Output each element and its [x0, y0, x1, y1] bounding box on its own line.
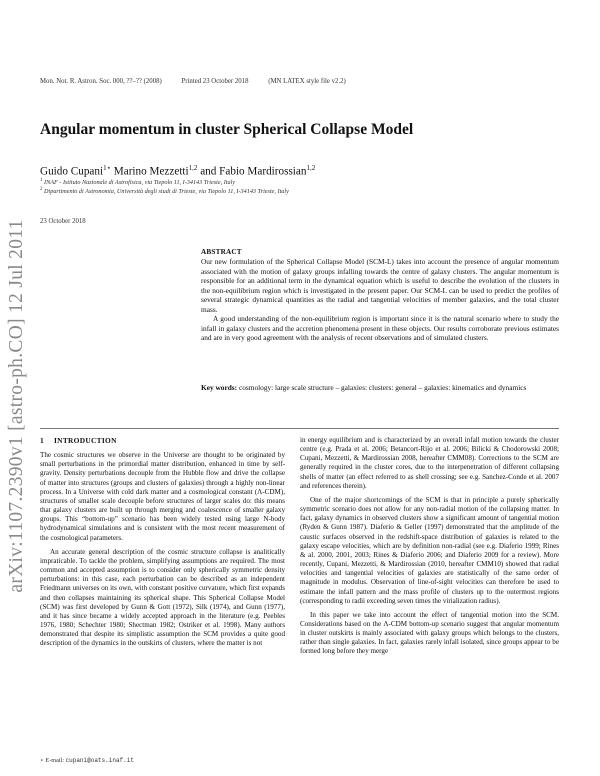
footnote-label: E-mail: — [45, 757, 64, 764]
section-title: INTRODUCTION — [54, 436, 117, 445]
author-list — [40, 164, 315, 178]
body-paragraph: An accurate general description of the cosmic structure collapse is analitically impraticable. To tackle the problem, simplifying assumptions are required. The most common and accepted assumption is to consider only spherically symmetric density perturbations: in this case, each perturbation can be described as an independent Friedmann universes on its own, with constant positive curvature, which first expands and then collapses maintaining its spherical shape. This Spherical Collapse Model (SCM) was first developed by Gunn & Gott (1972), Silk (1974), and Gunn (1977), and it has since became a widely accepted approach in the literature (e.g. Peebles 1976, 1980; Schechter 1980; Shectman 1982; Ostriker et al. 1998). Many authors demonstrated that despite its simplistic assumption the SCM provides a quite good description of the dynamics in the outskirts of clusters, where the matter is not — [40, 547, 285, 648]
section-number: 1 — [40, 436, 44, 445]
journal-header — [40, 78, 364, 85]
keywords-label: Key words: — [201, 383, 238, 392]
abstract — [201, 248, 559, 343]
author-conjunction: and — [200, 165, 217, 178]
author-name: Fabio Mardirossian — [219, 165, 307, 178]
abstract-paragraph: Our new formulation of the Spherical Collapse Model (SCM-L) takes into account the presence of angular momentum associated with the motion of galaxy groups infalling towards the centre of galaxy clusters. The angular momentum is responsible for an additional term in the dynamical equation which is useful to describe the evolution of the clusters in the non-equilibrium region which is investigated in the present paper. Our SCM-L can be used to predict the profiles of several strategic dynamical quantities as the radial and tangential velocities of member galaxies, and the total cluster mass. — [201, 257, 559, 314]
section-divider — [40, 428, 559, 429]
submission-date: 23 October 2018 — [40, 218, 86, 225]
email-link[interactable]: cupani@oats.inaf.it — [65, 757, 134, 764]
keywords-text: cosmology: large scale structure – galaxies: clusters: general – galaxies: kinematics and dynamics — [238, 383, 527, 392]
style-file: (MN LATEX style file v2.2) — [268, 78, 346, 85]
right-column — [300, 436, 559, 657]
left-column — [40, 436, 285, 648]
affiliation-text: INAF - Istituto Nazionale di Astrofisica, via Tiepolo 11, I-34143 Trieste, Italy — [44, 179, 236, 187]
footnote-mark: ⋆ — [40, 757, 44, 764]
footnote — [40, 757, 134, 764]
affiliation-text: Dipartimento di Astronomia, Università degli studi di Trieste, via Tiepolo 11, I-34143 Trieste, Italy — [44, 188, 289, 196]
paper-title: Angular momentum in cluster Spherical Collapse Model — [40, 121, 414, 138]
section-heading — [40, 436, 285, 445]
author-affiliation-mark: 1,2 — [306, 164, 316, 172]
author-affiliation-mark: 1,2 — [188, 164, 198, 172]
body-paragraph: In this paper we take into account the effect of tangential motion into the SCM. Considerations based on the Λ-CDM bottom-up scenario suggest that angular momentum in cluster outskirts is mainly associated with galaxy groups which belongs to the clusters, rather than single galaxies. In fact, galaxies rarely infall isolated, since groups appear to be formed long before they merge — [300, 610, 559, 656]
author-name: Guido Cupani — [40, 165, 104, 178]
arxiv-sidebar — [2, 206, 32, 606]
author-affiliation-mark: 1⋆ — [103, 164, 111, 172]
author-name: Marino Mezzetti — [113, 165, 189, 178]
abstract-heading: ABSTRACT — [201, 248, 242, 256]
affiliation-number: 2 — [40, 187, 43, 192]
body-paragraph: One of the major shortcomings of the SCM is that in principle a purely spherically symmetric scenario does not allow for any non-radial motion of the collapsing matter. In fact, galaxy dynamics in observed clusters show a significant amount of tangential motion (Ryden & Gunn 1987). Diaferio & Geller (1997) demonstrated that the amplitude of the caustic surfaces observed in the redshift-space distribution of galaxies is related to the galaxy escape velocities, which are by definition non-radial (see e.g. Diaferio 1999; Rines & al. 2000, 2001, 2003; Rines & Diaferio 2006; and Diaferio 2009 for a review). More recently, Cupani, Mezzetti, & Mardirossian (2010, hereafter CMM10) showed that radial velocities and tangential velocities of galaxies are statistically of the same order of magnitude in modulus. Observation of line-of-sight velocities can therefore be used to estimate the infall pattern and the mass profile of clusters up to the outermost regions (corresponding to radii exceeding seven times the virialization radius). — [300, 495, 559, 605]
affiliation-1 — [40, 178, 235, 186]
affiliation-number: 1 — [40, 178, 43, 183]
arxiv-identifier[interactable]: arXiv:1107.2390v1 [astro-ph.CO] 12 Jul 2011 — [6, 219, 27, 593]
journal-citation: Mon. Not. R. Astron. Soc. 000, ??–?? (2008) — [40, 78, 162, 85]
printed-date: Printed 23 October 2018 — [181, 78, 249, 85]
affiliation-2 — [40, 187, 289, 195]
abstract-paragraph: A good understanding of the non-equilibrium region is important since it is the natural scenario where to study the infall in galaxy clusters and the accretion phenomena present in these objects. Our results corroborate previous estimates and are in very good agreement with the analysis of recent observations and of simulated clusters. — [201, 314, 559, 343]
body-paragraph: The cosmic structures we observe in the Universe are thought to be originated by small perturbations in the primordial matter distribution, enhanced in time by self-gravity. Density perturbations decouple from the Hubble flow and drive the collapse of matter into structures (groups and clusters of galaxies) through a highly non-linear process. In a Universe with cold dark matter and a cosmological constant (Λ-CDM), structures of smaller scale decouple before structures of larger scales do: this means that galaxy clusters are built up through merging and coalescence of smaller galaxy groups. This “bottom-up” scenario has been widely tested using large N-body hydrodynamical simulations and is consistent with the most recent measurement of the cosmological parameters. — [40, 451, 285, 542]
body-paragraph: in energy equilibrium and is characterized by an overall infall motion towards the cluster centre (e.g. Prada et al. 2006; Betancort-Rijo et al. 2006; Bilicki & Chodorowski 2008; Cupani, Mezzetti, & Mardirossian 2008, hereafter CMM08). Corrections to the SCM are generally required in the cluster cores, due to the interpenetration of different collapsing shells of matter (an effect referred to as shell crossing; see e.g. Sanchez-Conde et al. 2007 and references therein). — [300, 436, 559, 490]
keywords — [201, 383, 559, 392]
